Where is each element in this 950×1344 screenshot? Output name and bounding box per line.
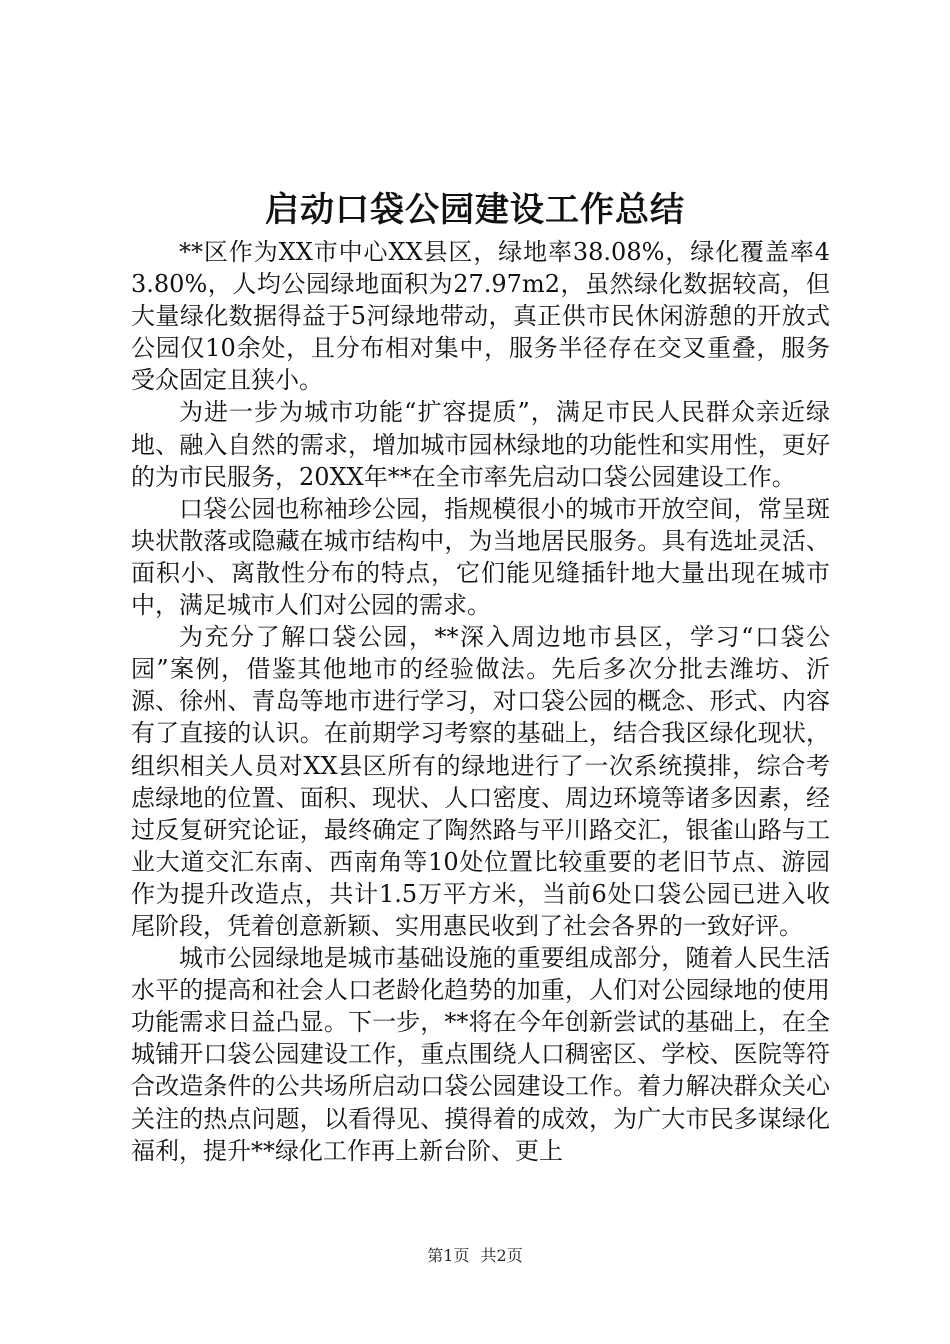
page-number: 第1页 [427,1246,470,1265]
paragraph-5: 城市公园绿地是城市基础设施的重要组成部分，随着人民生活水平的提高和社会人口老龄化趋势的加重，人们对公园绿地的使用功能需求日益凸显。下一步，**将在今年创新尝试的基础上，在全城铺开口袋公园建设工作，重点围绕人口稠密区、学校、医院等符合改造条件的公共场所启动口袋公园建设工作。着力解决群众关心关注的热点问题，以看得见、摸得着的成效，为广大市民多谋绿化福利，提升**绿化工作再上新台阶、更上 [131,944,830,1165]
page-footer [0,1244,950,1268]
paragraph-4: 为充分了解口袋公园，**深入周边地市县区，学习“口袋公园”案例，借鉴其他地市的经验做法。先后多次分批去潍坊、沂源、徐州、青岛等地市进行学习，对口袋公园的概念、形式、内容有了直接的认识。在前期学习考察的基础上，结合我区绿化现状，组织相关人员对XX县区所有的绿地进行了一次系统摸排，综合考虑绿地的位置、面积、现状、人口密度、周边环境等诸多因素，经过反复研究论证，最终确定了陶然路与平川路交汇，银雀山路与工业大道交汇东南、西南角等10处位置比较重要的老旧节点、游园作为提升改造点，共计1.5万平方米，当前6处口袋公园已进入收尾阶段，凭着创意新颖、实用惠民收到了社会各界的一致好评。 [131,623,830,940]
document-body [131,236,830,1167]
document-title: 启动口袋公园建设工作总结 [265,190,685,230]
paragraph-3: 口袋公园也称袖珍公园，指规模很小的城市开放空间，常呈斑块状散落或隐藏在城市结构中，为当地居民服务。具有选址灵活、面积小、离散性分布的特点，它们能见缝插针地大量出现在城市中，满足城市人们对公园的需求。 [131,494,830,620]
page-total: 共2页 [480,1246,523,1265]
paragraph-1: **区作为XX市中心XX县区，绿地率38.08%，绿化覆盖率43.80%，人均公园绿地面积为27.97m2，虽然绿化数据较高，但大量绿化数据得益于5河绿地带动，真正供市民休闲游憩的开放式公园仅10余处，且分布相对集中，服务半径存在交叉重叠，服务受众固定且狭小。 [131,238,830,395]
paragraph-2: 为进一步为城市功能“扩容提质”，满足市民人民群众亲近绿地、融入自然的需求，增加城市园林绿地的功能性和实用性，更好的为市民服务，20XX年**在全市率先启动口袋公园建设工作。 [131,398,830,491]
